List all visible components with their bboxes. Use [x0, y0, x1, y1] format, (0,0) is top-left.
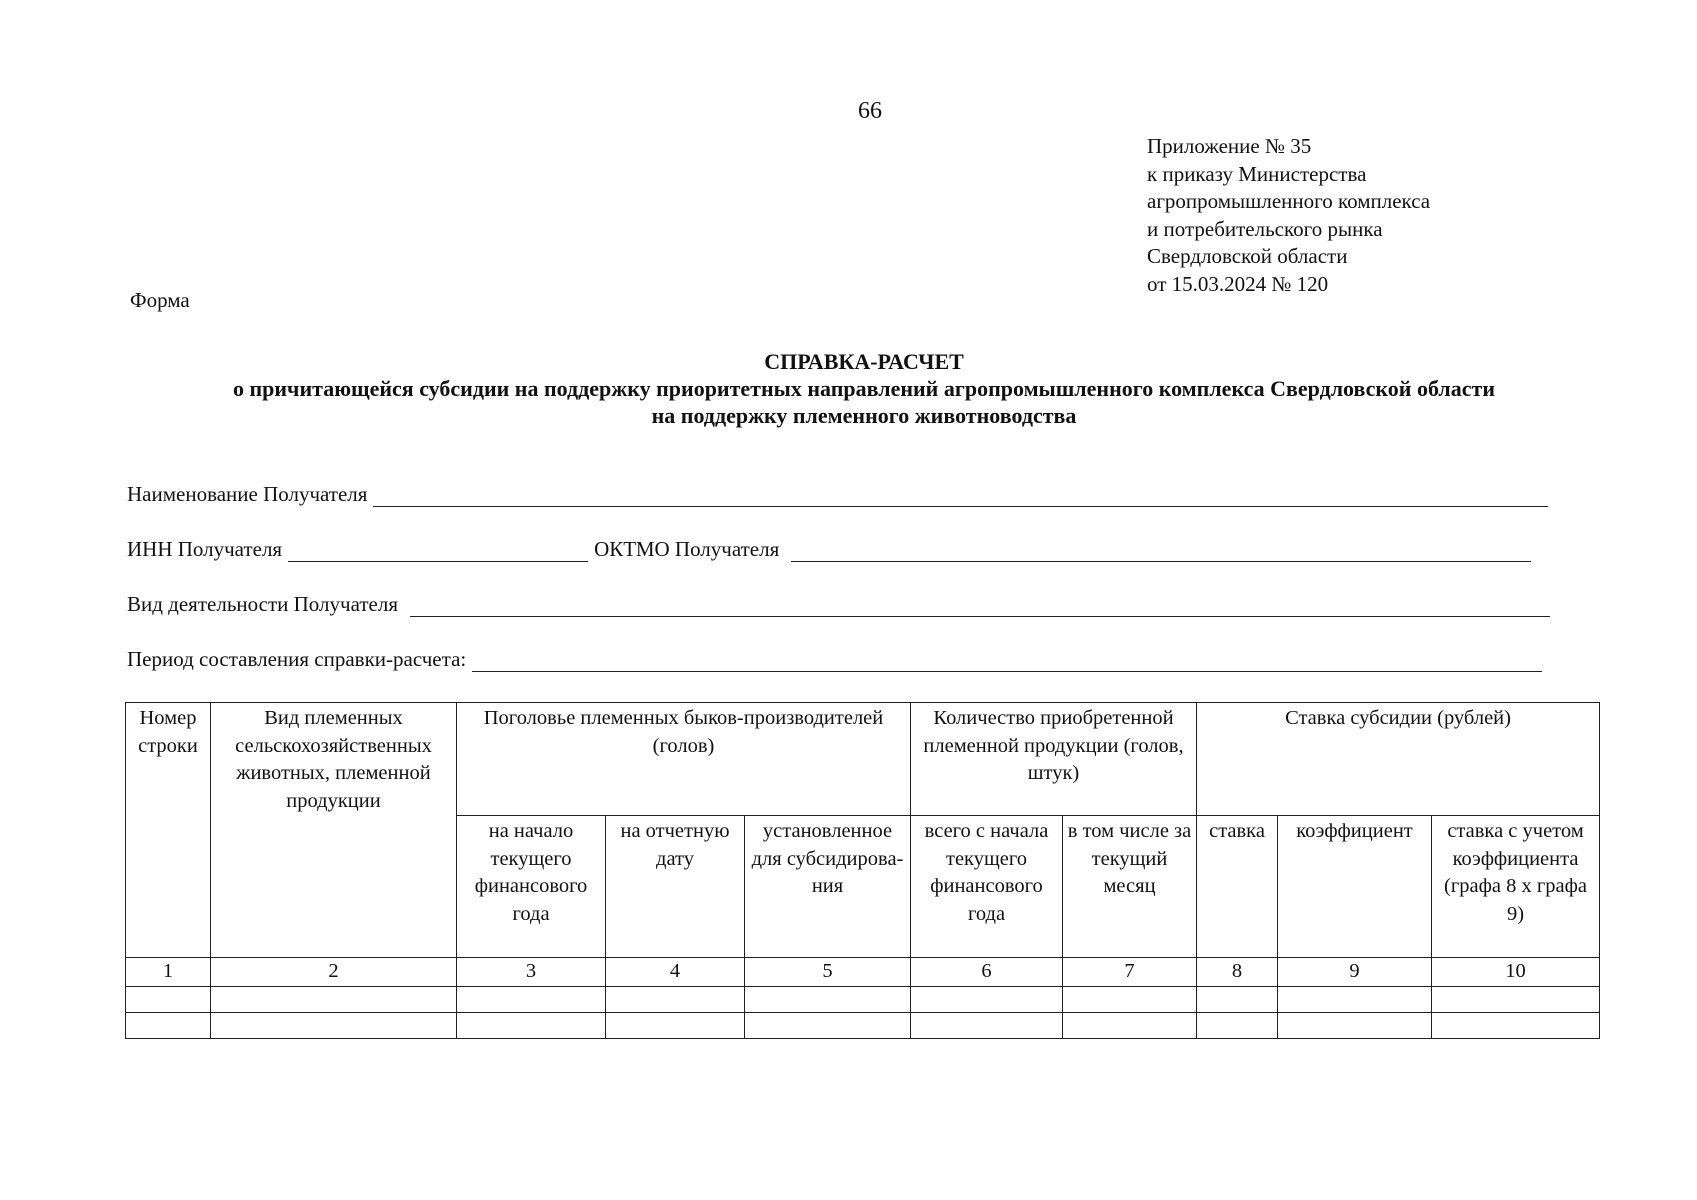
table-cell[interactable] — [1063, 1012, 1197, 1038]
appendix-block — [1147, 133, 1430, 298]
table-row — [126, 986, 1600, 1012]
table-cell[interactable] — [911, 1012, 1063, 1038]
header-bulls-date: на отчетную дату — [606, 816, 745, 958]
table-row — [126, 1012, 1600, 1038]
appendix-line: от 15.03.2024 № 120 — [1147, 271, 1329, 296]
inn-field[interactable] — [288, 539, 588, 562]
activity-field[interactable] — [410, 594, 1550, 617]
oktmo-field[interactable] — [791, 539, 1531, 562]
column-number: 10 — [1432, 958, 1600, 987]
column-number: 1 — [126, 958, 211, 987]
title-line-1: СПРАВКА-РАСЧЕТ — [764, 349, 964, 374]
table-cell[interactable] — [457, 986, 606, 1012]
appendix-line: и потребительского рынка — [1147, 216, 1383, 241]
table-cell[interactable] — [1063, 986, 1197, 1012]
inn-label: ИНН Получателя — [127, 537, 283, 561]
column-number: 5 — [745, 958, 911, 987]
table-cell[interactable] — [211, 986, 457, 1012]
appendix-line: агропромышленного комплекса — [1147, 189, 1431, 213]
table-cell[interactable] — [126, 1012, 211, 1038]
header-bulls-start: на начало текущего финансового года — [457, 816, 606, 958]
table-cell[interactable] — [1278, 1012, 1432, 1038]
table-cell[interactable] — [1432, 1012, 1600, 1038]
inn-oktmo-row — [127, 537, 1531, 562]
page-number: 66 — [858, 98, 882, 124]
header-bulls-group: Поголовье племенных быков-производителей (голов) — [457, 703, 911, 816]
table-cell[interactable] — [606, 986, 745, 1012]
period-label: Период составления справки-расчета: — [127, 647, 467, 671]
title-line-3: на поддержку племенного животноводства — [651, 403, 1077, 428]
table-cell[interactable] — [745, 1012, 911, 1038]
appendix-line: Свердловской области — [1147, 244, 1348, 268]
header-purchased-total: всего с начала текущего финансового года — [911, 816, 1063, 958]
activity-label: Вид деятельности Получателя — [127, 592, 398, 616]
header-purchased-group: Количество приобретенной племенной продукции (голов, штук) — [911, 703, 1197, 816]
table-cell[interactable] — [745, 986, 911, 1012]
activity-row — [127, 592, 1550, 617]
column-number: 7 — [1063, 958, 1197, 987]
header-row-1 — [126, 703, 1600, 816]
document-title — [130, 348, 1598, 429]
calculation-table — [125, 702, 1600, 1039]
recipient-name-label: Наименование Получателя — [127, 482, 368, 506]
form-label: Форма — [130, 288, 190, 312]
header-rate-with-coefficient: ставка с учетом коэффициента (графа 8 х графа 9) — [1432, 816, 1600, 958]
table-cell[interactable] — [126, 986, 211, 1012]
period-field[interactable] — [472, 649, 1542, 672]
recipient-name-field[interactable] — [373, 484, 1548, 507]
period-row — [127, 647, 1542, 672]
column-number: 4 — [606, 958, 745, 987]
title-line-2: о причитающейся субсидии на поддержку приоритетных направлений агропромышленного комплекса Свердловской области — [232, 376, 1496, 401]
header-animal-type: Вид племенных сельскохозяйственных животных, племенной продукции — [211, 703, 457, 958]
appendix-line: Приложение № 35 — [1147, 134, 1312, 158]
column-number: 2 — [211, 958, 457, 987]
column-number: 3 — [457, 958, 606, 987]
table-cell[interactable] — [457, 1012, 606, 1038]
table-cell[interactable] — [1197, 986, 1278, 1012]
recipient-name-row — [127, 482, 1548, 507]
column-number: 6 — [911, 958, 1063, 987]
table-cell[interactable] — [1197, 1012, 1278, 1038]
table-cell[interactable] — [911, 986, 1063, 1012]
column-number: 9 — [1278, 958, 1432, 987]
appendix-line: к приказу Министерства — [1147, 161, 1367, 186]
header-coefficient: коэффициент — [1278, 816, 1432, 958]
table-cell[interactable] — [1432, 986, 1600, 1012]
table-cell[interactable] — [606, 1012, 745, 1038]
column-number: 8 — [1197, 958, 1278, 987]
column-number-row — [126, 958, 1600, 987]
header-rate: ставка — [1197, 816, 1278, 958]
header-row-number: Номер строки — [126, 703, 211, 958]
table-cell[interactable] — [1278, 986, 1432, 1012]
table-cell[interactable] — [211, 1012, 457, 1038]
oktmo-label: ОКТМО Получателя — [594, 537, 780, 561]
header-purchased-month: в том числе за текущий месяц — [1063, 816, 1197, 958]
header-bulls-set: установленное для субсидирова-ния — [745, 816, 911, 958]
header-rate-group: Ставка субсидии (рублей) — [1197, 703, 1600, 816]
